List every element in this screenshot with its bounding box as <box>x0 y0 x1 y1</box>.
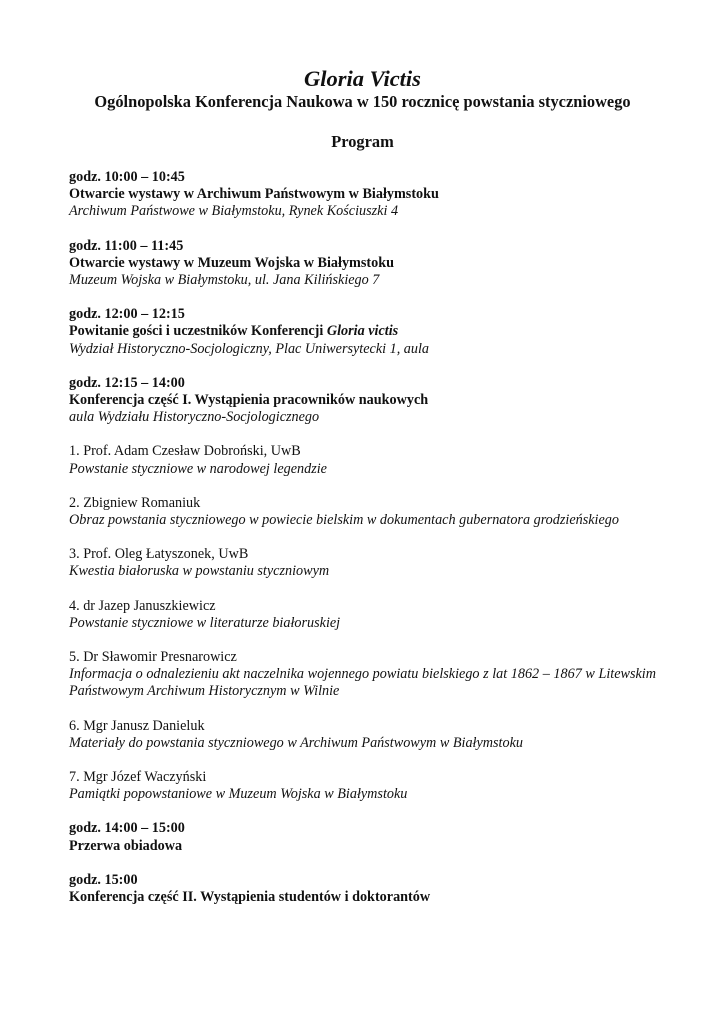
schedule-time: godz. 12:15 – 14:00 <box>69 374 185 391</box>
schedule-place: Wydział Historyczno-Socjologiczny, Plac Uniwersytecki 1, aula <box>69 340 430 357</box>
talk-speaker: 2. Zbigniew Romaniuk <box>69 494 201 511</box>
schedule-place: Archiwum Państwowe w Białymstoku, Rynek Kościuszki 4 <box>69 203 399 220</box>
schedule-item <box>69 872 656 906</box>
talk-title: Informacja o odnalezieniu akt naczelnika wojennego powiatu bielskiego z lat 1862 – 1867 w Litewskim Państwowym Archiwum Historycznym w Wilnie <box>69 666 656 700</box>
talk-item <box>69 443 656 477</box>
talk-title: Powstanie styczniowe w literaturze białoruskiej <box>69 614 341 631</box>
talk-speaker: 3. Prof. Oleg Łatyszonek, UwB <box>69 546 249 563</box>
talk-item <box>69 649 656 701</box>
conference-title: Gloria Victis <box>304 66 421 91</box>
schedule-event: Konferencja część I. Wystąpienia pracowników naukowych <box>69 392 429 409</box>
talk-speaker: 5. Dr Sławomir Presnarowicz <box>69 649 237 666</box>
talk-speaker: 1. Prof. Adam Czesław Dobroński, UwB <box>69 443 301 460</box>
schedule-event-italic: Gloria victis <box>326 323 399 340</box>
schedule-place: aula Wydziału Historyczno-Socjologicznego <box>69 409 320 426</box>
talk-title: Kwestia białoruska w powstaniu styczniowym <box>69 563 330 580</box>
program-list <box>69 169 656 906</box>
schedule-event: Powitanie gości i uczestników Konferencji <box>69 323 327 340</box>
schedule-event: Otwarcie wystawy w Archiwum Państwowym w Białymstoku <box>69 186 439 203</box>
schedule-item <box>69 306 656 358</box>
schedule-event: Otwarcie wystawy w Muzeum Wojska w Białymstoku <box>69 254 394 271</box>
schedule-item <box>69 169 656 221</box>
talk-item <box>69 718 656 752</box>
program-heading: Program <box>331 132 394 151</box>
talk-item <box>69 546 656 580</box>
schedule-time: godz. 12:00 – 12:15 <box>69 306 185 323</box>
schedule-time: godz. 15:00 <box>69 871 138 888</box>
schedule-place: Muzeum Wojska w Białymstoku, ul. Jana Kilińskiego 7 <box>69 272 380 289</box>
schedule-event: Konferencja część II. Wystąpienia studentów i doktorantów <box>69 889 431 906</box>
schedule-item <box>69 820 656 854</box>
talk-speaker: 4. dr Jazep Januszkiewicz <box>69 597 216 614</box>
talk-title: Pamiątki popowstaniowe w Muzeum Wojska w Białymstoku <box>69 786 408 803</box>
schedule-time: godz. 11:00 – 11:45 <box>69 237 184 254</box>
conference-subtitle: Ogólnopolska Konferencja Naukowa w 150 rocznicę powstania styczniowego <box>94 92 631 111</box>
schedule-time: godz. 14:00 – 15:00 <box>69 820 185 837</box>
talk-item <box>69 495 656 529</box>
schedule-item <box>69 375 656 427</box>
schedule-item <box>69 238 656 290</box>
talk-speaker: 6. Mgr Janusz Danieluk <box>69 717 205 734</box>
talk-item <box>69 598 656 632</box>
schedule-event-line <box>69 323 656 340</box>
talk-title: Obraz powstania styczniowego w powiecie bielskim w dokumentach gubernatora grodzieńskiego <box>69 512 619 529</box>
talk-title: Materiały do powstania styczniowego w Archiwum Państwowym w Białymstoku <box>69 734 523 751</box>
schedule-event: Przerwa obiadowa <box>69 837 183 854</box>
talk-title: Powstanie styczniowe w narodowej legendzie <box>69 460 327 477</box>
talk-item <box>69 769 656 803</box>
schedule-time: godz. 10:00 – 10:45 <box>69 169 185 185</box>
talk-speaker: 7. Mgr Józef Waczyński <box>69 769 207 786</box>
